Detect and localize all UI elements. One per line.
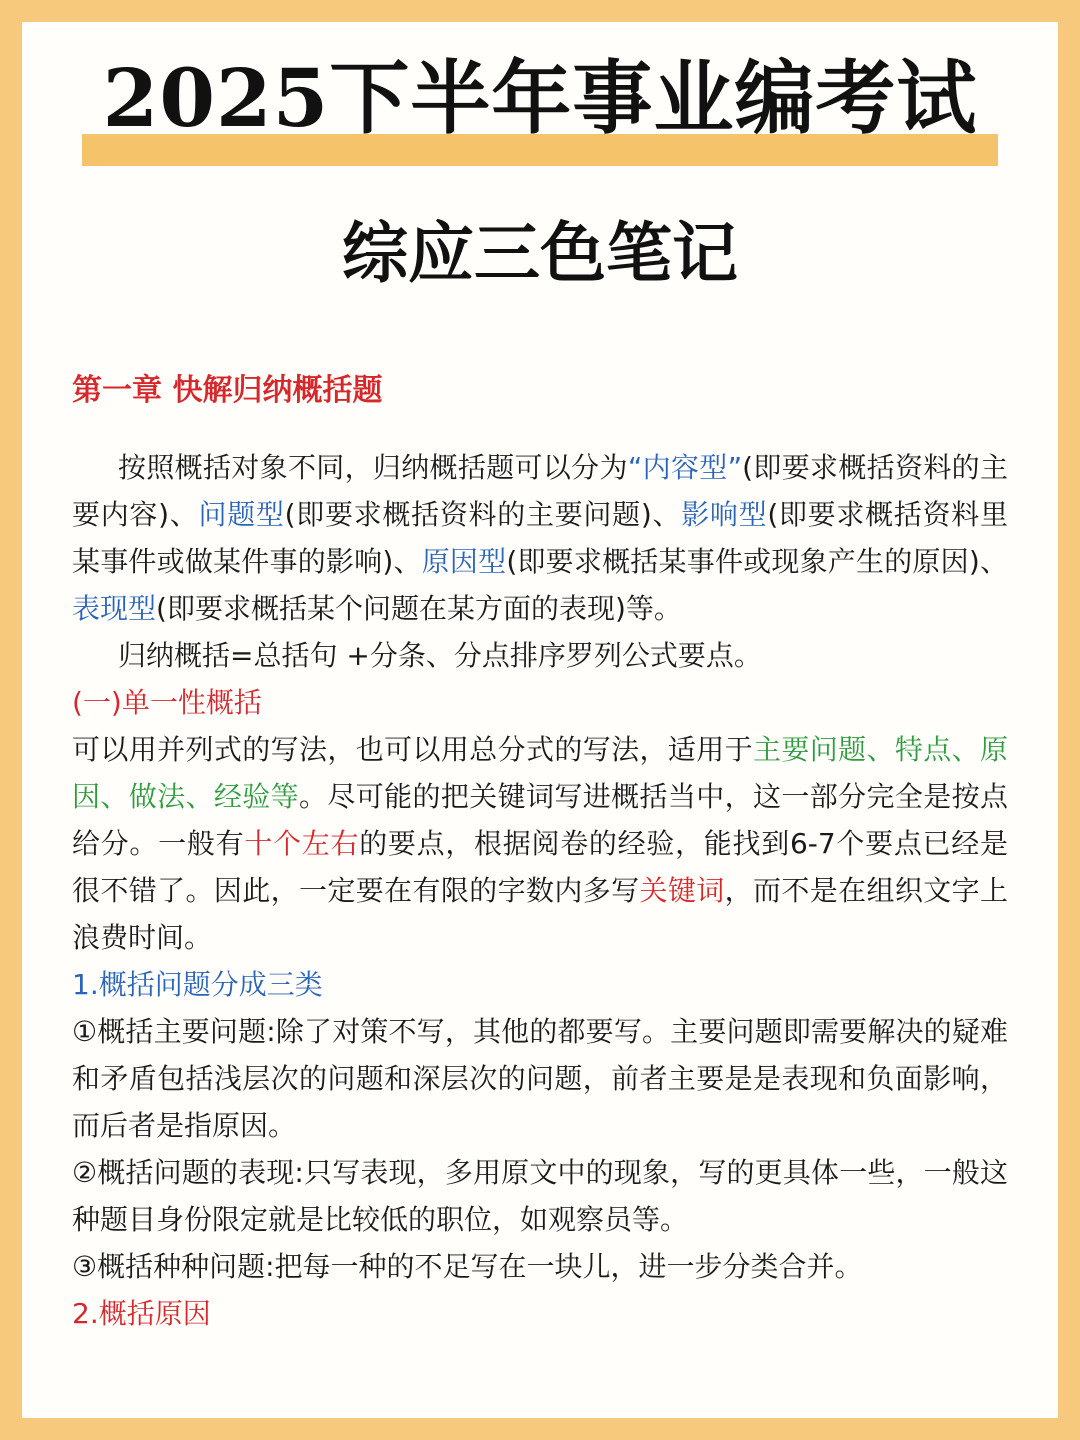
text-span: 。尽可能的把关键词写进概括当中，这一部分完全是按点给分。一般有 — [72, 780, 1008, 860]
highlight-blue: 原因型 — [421, 545, 507, 578]
formula-line: 归纳概括=总括句 +分条、分点排序罗列公式要点。 — [118, 639, 762, 672]
text-span: ，而不是在组织文字上浪费时间。 — [72, 874, 1008, 954]
highlight-green: 主要问题、特点、原因、做法、经验等 — [72, 733, 1008, 813]
text-span: (即要求概括某个问题在某方面的表现)等。 — [156, 592, 682, 625]
title-wrap — [22, 52, 1058, 144]
section-heading: (一)单一性概括 — [72, 686, 262, 719]
subsection-heading: 2.概括原因 — [72, 1297, 211, 1330]
note-page — [22, 22, 1058, 1418]
highlight-blue: “内容型” — [627, 451, 743, 484]
text-span: (即要求概括资料的主要问题)、 — [284, 498, 682, 531]
list-item: ①概括主要问题:除了对策不写，其他的都要写。主要问题即需要解决的疑难和矛盾包括浅层次的问题和深层次的问题，前者主要是是表现和负面影响，而后者是指原因。 — [72, 1015, 1008, 1142]
paragraph-single — [72, 726, 1008, 961]
subsection-heading: 1.概括问题分成三类 — [72, 968, 323, 1001]
list-item: ②概括问题的表现:只写表现，多用原文中的现象，写的更具体一些，一般这种题目身份限定就是比较低的职位，如观察员等。 — [72, 1156, 1008, 1236]
text-span: 的要点，根据阅卷的经验，能找到6-7个要点已经是很不错了。因此，一定要在有限的字数内多写 — [72, 827, 1008, 907]
list-item: ③概括种种问题:把每一种的不足写在一块儿，进一步分类合并。 — [72, 1250, 863, 1283]
highlight-blue: 表现型 — [72, 592, 157, 625]
note-content — [72, 366, 1008, 1337]
highlight-blue: 影响型 — [681, 498, 768, 531]
text-span: 可以用并列式的写法，也可以用总分式的写法，适用于 — [72, 733, 753, 766]
text-span: 按照概括对象不同，归纳概括题可以分为 — [118, 451, 628, 484]
highlight-red: 十个左右 — [244, 827, 360, 860]
page-subtitle: 综应三色笔记 — [342, 215, 738, 292]
text-span: (即要求概括某事件或现象产生的原因)、 — [506, 545, 1008, 578]
paragraph-types — [72, 444, 1008, 632]
chapter-heading: 第一章 快解归纳概括题 — [72, 373, 383, 408]
text-span: (即要求概括资料的主要内容)、 — [72, 451, 1008, 531]
page-title: 2025下半年事业编考试 — [102, 51, 978, 145]
highlight-red: 关键词 — [639, 874, 725, 907]
text-span: (即要求概括资料里某事件或做某件事的影响)、 — [72, 498, 1008, 578]
highlight-blue: 问题型 — [198, 498, 285, 531]
